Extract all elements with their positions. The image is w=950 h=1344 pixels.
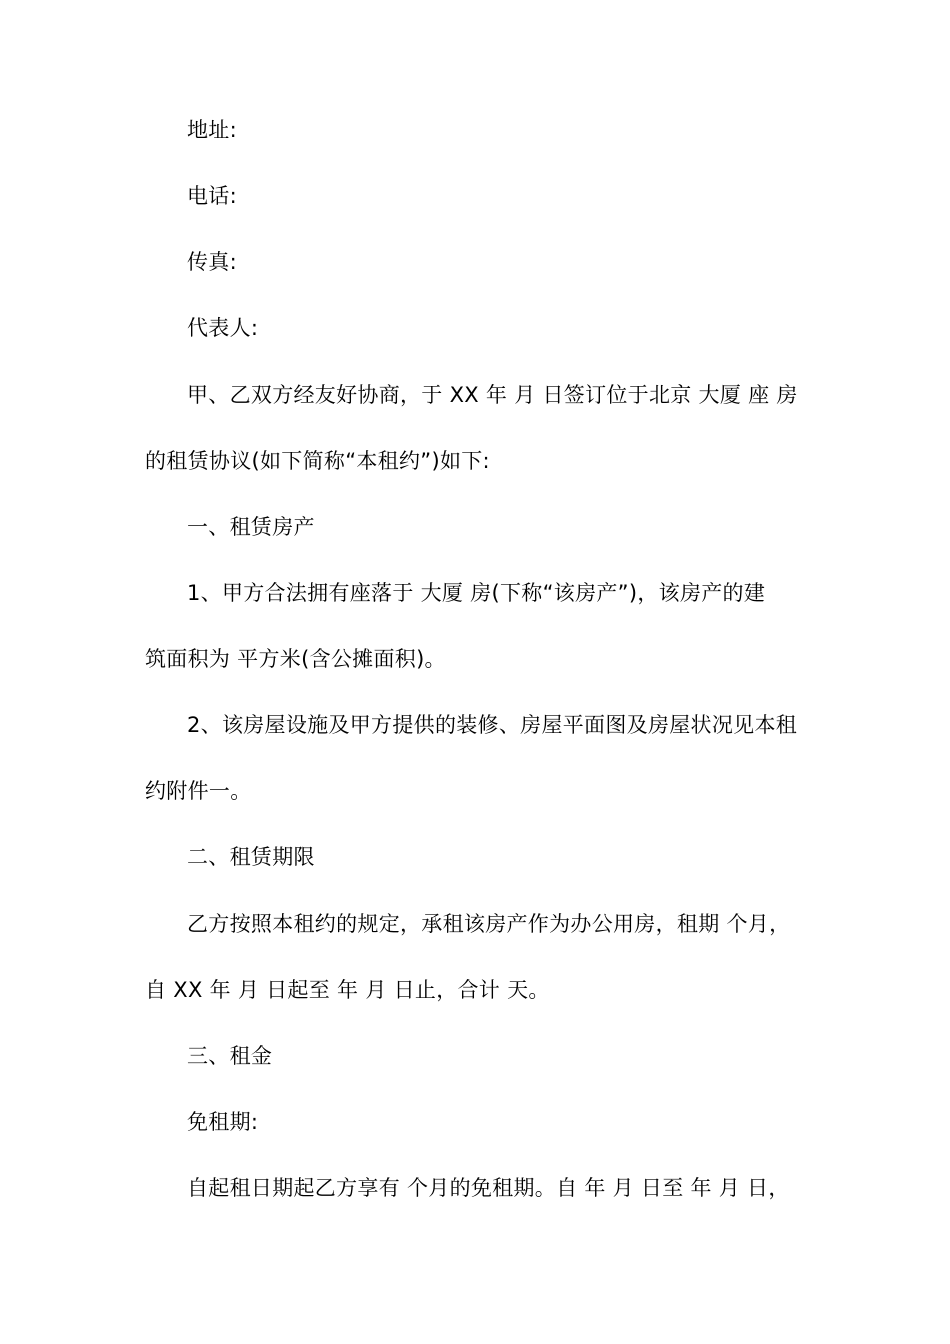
term-paragraph-line-2: 自 XX 年 月 日起至 年 月 日止，合计 天。 (145, 978, 550, 1002)
address-label: 地址: (187, 118, 237, 142)
clause-1-line-1: 1、甲方合法拥有座落于 大厦 房(下称“该房产”)，该房产的建 (187, 581, 766, 605)
rent-free-period-label: 免租期: (187, 1110, 259, 1134)
intro-paragraph-line-2: 的租赁协议(如下简称“本租约”)如下: (145, 449, 490, 473)
phone-label: 电话: (187, 184, 237, 208)
fax-label: 传真: (187, 250, 237, 274)
section-heading-rent: 三、租金 (187, 1044, 273, 1068)
clause-2-line-1: 2、该房屋设施及甲方提供的装修、房屋平面图及房屋状况见本租 (187, 713, 798, 737)
term-paragraph-line-1: 乙方按照本租约的规定，承租该房产作为办公用房，租期 个月， (187, 912, 791, 936)
rent-free-paragraph-line-1: 自起租日期起乙方享有 个月的免租期。自 年 月 日至 年 月 日， (187, 1176, 790, 1200)
section-heading-lease-property: 一、租赁房产 (187, 515, 315, 539)
intro-paragraph-line-1: 甲、乙双方经友好协商，于 XX 年 月 日签订位于北京 大厦 座 房 (187, 383, 798, 407)
section-heading-lease-term: 二、租赁期限 (187, 845, 315, 869)
representative-label: 代表人: (187, 316, 259, 340)
clause-1-line-2: 筑面积为 平方米(含公摊面积)。 (145, 647, 446, 671)
clause-2-line-2: 约附件一。 (145, 779, 252, 803)
